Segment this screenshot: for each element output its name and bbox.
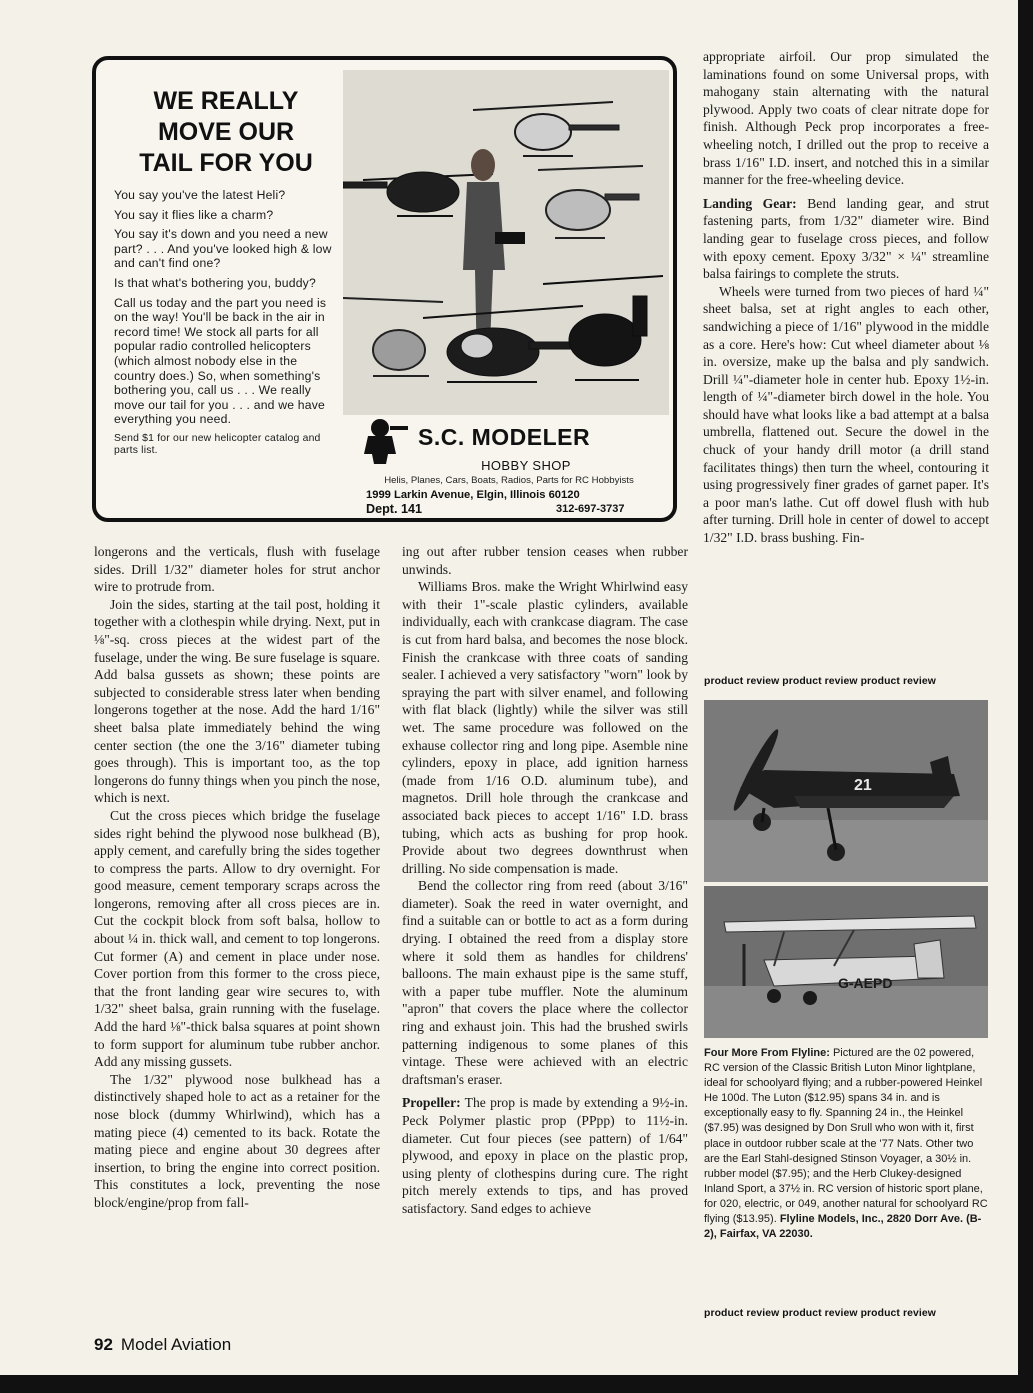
article-paragraph: Williams Bros. make the Wright Whirlwind easy with their 1"-scale plastic cylinders, available individually, each with crankcase diagram. The case is cut from hard balsa, and becomes the nose block. Finish the crankcase with three coats of sanding sealer. I achieved a very satisfactory "worn" look by spraying the part with silver enamel, and following with flat black (lightly) while the silver was still wet. The same procedure was followed on the exhause collector ring and long pipe. Asemble nine cylinders, epoxy in place, add ignition harness (made from 1/16 O.D. aluminum tube), and magnetos. Drill hole through the crankcase and associated back pieces to accept 1/16" I.D. brass tubing, which acts as bushing for prop hook. Provide about two degrees downthrust when drilling. No side compensation is made. <box>402 579 688 876</box>
article-paragraph: The 1/32" plywood nose bulkhead has a distinctively shaped hole to act as a retainer for the nose block (dummy Whirlwind), which has a mating piece (4) cemented to its back. Rotate the mating piece and engine about 30 degrees after insertion, to bring the engine into correct position. This constitutes a lock, preventing the nose block/engine/prop from fall- <box>94 1071 380 1210</box>
photo1-registration: 21 <box>854 777 872 794</box>
article-paragraph: longerons and the verticals, flush with fuselage sides. Drill 1/32" diameter holes for strut anchor wire to protrude from. <box>94 544 380 595</box>
product-review-caption <box>704 1046 990 1242</box>
luton-minor-model-illustration <box>704 886 988 1038</box>
company-name: S.C. MODELER <box>418 424 591 450</box>
caption-company: Flyline Models, Inc., 2820 Dorr Ave. (B-2), Fairfax, VA 22030. <box>704 1213 982 1241</box>
ad-body-copy <box>114 188 332 462</box>
ad-paragraph: You say it flies like a charm? <box>114 207 274 222</box>
article-paragraph: Join the sides, starting at the tail post, holding it together with a clothespin while drying. Next, put in ⅛"-sq. cross pieces at the widest part of the fuselage, under the wing. Be sure fuselage is square. Add balsa gussets as shown; these points are subjected to considerable stress later when bending longerons together at the nose. Add the hard 1/16" sheet balsa plate immediately behind the wing center section (the one the 3/16" diameter tubing goes through). This is important too, as the top longerons do funny things when you pinch the nose, which is next. <box>94 596 380 806</box>
product-review-header: product review product review product review <box>704 676 936 687</box>
scan-edge-bottom <box>0 1375 1033 1393</box>
ad-paragraph: You say you've the latest Heli? <box>114 188 286 202</box>
article-column-2 <box>402 543 688 1218</box>
article-paragraph: Wheels were turned from two pieces of hard ¼" sheet balsa, set at right angles to each other, sandwiching a piece of 1/16" plywood in the middle as a core. Here's how: Cut wheel diameter about ⅛ in. oversize, make up the balsa and ply sandwich. Drill ¼"-diameter hole in center hub. Epoxy 1½-in. length of ¼"-diameter birch dowel in the hole. You should have what looks like a bad attempt at a balsa umbrella, flattened out. Secure the dowel in the chuck of your handy drill motor (a drill stand facilitates things) then turn the wheel, contouring it using progressively finer grades of garnet paper. It's a poor man's lathe. Cut off dowel flush with hub after turning. Drill hole in center of dowel to accept 1/32" I.D. brass bushing. Fin- <box>703 283 989 546</box>
ad-headline-line: TAIL FOR YOU <box>139 149 313 177</box>
ad-headline-line: WE REALLY <box>153 87 299 115</box>
section-text: Bend landing gear, and strut fastening parts, from 1/32" diameter wire. Bind landing gear to fuselage cross pieces, and follow with epoxy cement. Epoxy 3/32" × ¼" streamline balsa fairings to complete the struts. <box>703 195 989 282</box>
photo2-registration: G-AEPD <box>838 975 893 991</box>
article-column-3 <box>703 48 989 547</box>
scan-edge-right <box>1018 0 1033 1393</box>
ad-headline <box>110 86 342 179</box>
caption-lead: Four More From Flyline: <box>704 1047 830 1059</box>
page-folio <box>94 1335 231 1355</box>
article-paragraph: appropriate airfoil. Our prop simulated the laminations found on some Universal props, with mahogany stain alternating with the natural plywood. Apply two coats of clear nitrate dope for finish. Although Peck prop incorporates a free-wheeling notch, I drilled out the prop to receive a brass 1/16" I.D. insert, and notched this in a similar manner for the free-wheeling device. <box>703 49 989 188</box>
magazine-name: Model Aviation <box>120 1335 232 1354</box>
product-review-footer: product review product review product review <box>704 1308 936 1319</box>
ad-headline-line: MOVE OUR <box>157 118 295 146</box>
company-subtitle: HOBBY SHOP <box>481 458 571 473</box>
article-paragraph: Bend the collector ring from reed (about 3/16" diameter). Soak the reed in water overnight, and find a suitable can or bottle to act as a form during drying. I obtained the reed from a display store where it sold them as handles for childrens' balloons. The main exhaust pipe is the same stuff, with a paper tube muffler. Note the aluminum "apron" that covers the place where the collector ring and exhaust join. This had the brushed swirls patterning indigenous to some planes of this vintage. These were achieved with an electric draftsman's eraser. <box>402 878 688 1087</box>
article-paragraph: ing out after rubber tension ceases when rubber unwinds. <box>402 544 688 577</box>
ad-tagline: Helis, Planes, Cars, Boats, Radios, Parts for RC Hobbyists <box>384 475 634 486</box>
propeller-section <box>402 1094 688 1217</box>
landing-gear-section <box>703 195 989 283</box>
helicopter-photo-illustration <box>343 70 669 415</box>
ad-paragraph: Is that what's bothering you, buddy? <box>114 275 316 290</box>
ad-paragraph: Call us today and the part you need is on the way! You'll be back in the air in record time! We stock all parts for all popular radio controlled helicopters (which almost nobody else in the country does.) So, when something's bothering you, call us . . . We really move our tail for you . . . and we have everything you need. <box>114 295 327 427</box>
article-paragraph: Cut the cross pieces which bridge the fuselage sides right behind the plywood nose bulkhead (B), apply cement, and carefully bring the sides together to compress the parts. Allow to dry overnight. For good measure, cement temporary scraps across the longerons, removing after all cross pieces are in. Cut the cockpit block from soft balsa, hollow to about ¼ in. thick wall, and cement to top longerons. Cut former (A) and cement in place under nose. Cover portion from this former to the cross piece, that the front landing gear wire secures to, with 1/32" sheet balsa, grain running with the fuselage. Add the hard ⅛"-thick balsa squares at point shown to form support for aluminum tube rubber anchor. Add any missing gussets. <box>94 807 380 1070</box>
helicopter-photo <box>343 70 669 415</box>
section-lead: Propeller: <box>402 1095 461 1111</box>
heinkel-model-illustration <box>704 700 988 882</box>
sc-modeler-advertisement <box>92 56 677 522</box>
caption-text: Pictured are the 02 powered, RC version of the Classic British Luton Minor lightplane, ideal for schoolyard flying; and a rubber-powered Heinkel He 100d. The Luton ($12.95) spans 34 in. and is exceptionally easy to fly. Spanning 24 in., the Heinkel ($7.95) was designed by Don Srull who won with it, first place in outdoor rubber scale at the '77 Nats. Other two are the Earl Stahl-designed Stinson Voyager, a 30½ in. rubber model ($7.95); and the Herb Clukey-designed Inland Sport, a 37½ in. RC version of historic sport plane, for 020, electric, or 049, another natural for schoolyard RC flying ($13.95). <box>704 1047 988 1226</box>
heinkel-model-photo <box>704 700 988 882</box>
section-lead: Landing Gear: <box>703 195 797 211</box>
ad-paragraph: You say it's down and you need a new part? . . . And you've looked high & low and can't find one? <box>114 227 332 271</box>
luton-minor-model-photo <box>704 886 988 1038</box>
ad-catalog-note: Send $1 for our new helicopter catalog and parts list. <box>114 432 321 456</box>
page-number: 92 <box>94 1335 113 1354</box>
ad-department: Dept. 141 <box>366 502 422 516</box>
ad-address: 1999 Larkin Avenue, Elgin, Illinois 60120 <box>366 489 580 501</box>
section-text: The prop is made by extending a 9½-in. Peck Polymer plastic prop (PPpp) to 11½-in. diameter. Cut four pieces (see pattern) of 1/64" plywood, and epoxy in place on the plastic prop, using plenty of clothespins during cure. The right pitch merely extends to tips, and has proved satisfactory. Sand edges to achieve <box>402 1095 688 1216</box>
ad-phone: 312-697-3737 <box>556 503 625 515</box>
article-column-1 <box>94 543 380 1212</box>
company-logo <box>362 418 662 458</box>
mascot-icon <box>362 418 410 464</box>
